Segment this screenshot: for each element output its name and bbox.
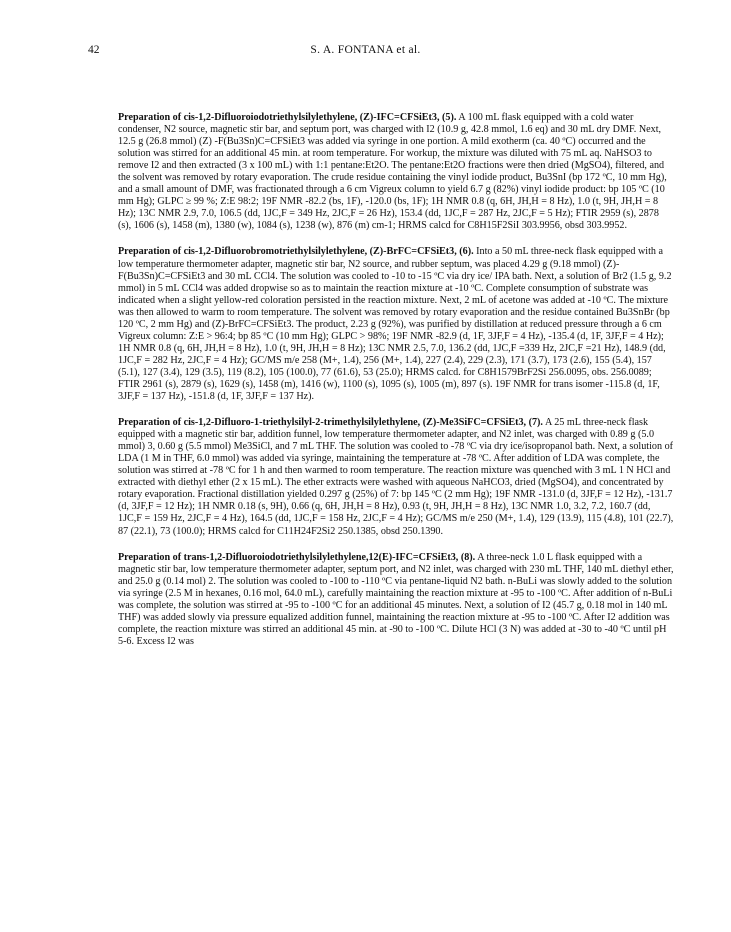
paragraph-prep-5 [118,112,674,232]
page-number: 42 [88,44,100,56]
article-body [118,112,674,662]
running-head: S. A. FONTANA et al. [310,44,421,56]
page-header [88,44,643,60]
paragraph-text: Into a 50 mL three-neck flask equipped with a low temperature thermometer adapter, magnetic stir bar, N2 source, and rubber septum, was placed 4.29 g (9.18 mmol) (Z)-F(Bu3Sn)C=CFSiEt3 and 30 mL CCl4. The solution was cooled to -10 to -15 ºC via dry ice/ IPA bath. Next, a solution of Br2 (1.5 g, 9.2 mmol) in 5 mL CCl4 was added dropwise so as to maintain the reaction mixture at -10 ºC. Complete consumption of substrate was indicated when a slight yellow-red coloration persisted in the reaction mixture. Next, 2 mL of acetone was added at -10 ºC. The mixture was then allowed to warm to room temperature. The solvent was removed by rotary evaporation and the residue contained Bu3SnBr (bp 120 ºC, 2 mm Hg) and (Z)-BrFC=CFSiEt3. The product, 2.23 g (92%), was purified by distillation at reduced pressure through a 6 cm Vigreux column: Z:E > 96:4; bp 85 ºC (10 mm Hg); GLPC > 98%; 19F NMR -82.9 (d, 1F, 3JF,F = 4 Hz), -135.4 (d, 1F, 3JF,F = 4 Hz); 1H NMR 0.8 (q, 6H, JH,H = 8 Hz), 1.0 (t, 9H, JH,H = 8 Hz); 13C NMR 2.5, 7.0, 136.2 (dd, 1JC,F =339 Hz, 2JC,F =21 Hz), 148.9 (dd, 1JC,F = 282 Hz, 2JC,F = 4 Hz); GC/MS m/e 258 (M+, 1.4), 256 (M+, 1.4), 227 (2.4), 229 (2.3), 171 (3.7), 173 (2.6), 155 (5.4), 157 (5.1), 127 (3.4), 129 (3.5), 119 (8.2), 105 (100.0), 77 (61.6), 53 (25.0); HRMS calcd. for C8H1579BrF2Si 256.0095, obs. 256.0089; FTIR 2961 (s), 2879 (s), 1629 (s), 1458 (m), 1416 (w), 1100 (s), 1095 (s), 1005 (m), 897 (s). 19F NMR for trans isomer -115.8 (d, 1F, 3JF,F = 137 Hz), -151.8 (d, 1F, 3JF,F = 137 Hz). [118,246,672,403]
paragraph-heading: Preparation of trans-1,2-Difluoroiodotriethylsilylethylene,12(E)-IFC=CFSiEt3, (8). [118,551,476,563]
paragraph-text: A 25 mL three-neck flask equipped with a magnetic stir bar, addition funnel, low temperature thermometer adapter, and N2 inlet, was charged with 0.89 g (5.0 mmol) 3, 0.60 g (5.5 mmol) Me3SiCl, and 7 mL THF. The solution was cooled to -78 ºC via dry ice/isopropanol bath. Next, a solution of LDA (1 M in THF, 6.0 mmol) was added via syringe, maintaining the temperature at -78 ºC. After addition of LDA was complete, the solution was stirred at -78 ºC for 1 h and then warmed to room temperature. The reaction mixture was quenched with 3 mL 1 N HCl and extracted with diethyl ether (2 x 15 mL). The ether extracts were washed with aqueous NaHCO3, dried (MgSO4), and concentrated by rotary evaporation. Fractional distillation yielded 0.297 g (25%) of 7: bp 145 ºC (2 mm Hg); 19F NMR -131.0 (d, 3JF,F = 12 Hz), -131.7 (d, 3JF,F = 12 Hz); 1H NMR 0.18 (s, 9H), 0.66 (q, 6H, JH,H = 8 Hz), 0.93 (t, 9H, JH,H = 8 Hz), 13C NMR 1.0, 3.2, 7.2, 160.7 (dd, 1JC,F = 159 Hz, 2JC,F = 4 Hz), 164.5 (dd, 1JC,F = 158 Hz, 2JC,F = 4 Hz); GC/MS m/e 250 (M+, 1.4), 129 (13.9), 115 (4.8), 101 (22.7), 87 (22.1), 73 (100.0); HRMS calcd for C11H24F2Si2 250.1385, obsd 250.1390. [118,417,674,537]
paragraph-prep-6 [118,246,674,403]
paragraph-heading: Preparation of cis-1,2-Difluorobromotriethylsilylethylene, (Z)-BrFC=CFSiEt3, (6). [118,246,474,258]
paragraph-prep-8 [118,552,674,648]
paragraph-heading: Preparation of cis-1,2-Difluoro-1-triethylsilyl-2-trimethylsilylethylene, (Z)-Me3SiFC=CFSiEt3, (7). [118,417,543,429]
paragraph-prep-7 [118,417,674,537]
paragraph-text: A 100 mL flask equipped with a cold water condenser, N2 source, magnetic stir bar, and septum port, was charged with I2 (10.9 g, 42.8 mmol, 1.6 eq) and 30 mL dry DMF. Next, 12.5 g (26.8 mmol) (Z) -F(Bu3Sn)C=CFSiEt3 was added via syringe in one portion. A mild exotherm (ca. 40 ºC) occurred and the solution was stirred for an additional 45 min. at room temperature. For workup, the mixture was diluted with 75 mL aq. NaHSO3 to remove I2 and then extracted (3 x 100 mL) with 1:1 pentane:Et2O. The pentane:Et2O fractions were then dried (MgSO4), filtered, and the solvent was removed by rotary evaporation. The crude residue containing the vinyl iodide product, Bu3SnI (bp 172 ºC, 10 mm Hg), and a small amount of DMF, was fractionated through a 6 cm Vigreux column to yield 6.7 g (82%) vinyl iodide product: bp 105 ºC (10 mm Hg); GLPC ≥ 99 %; Z:E 98:2; 19F NMR -82.2 (bs, 1F), -120.0 (bs, 1F); 1H NMR 0.8 (q, 6H, JH,H = 8 Hz), 1.0 (t, 9H, JH,H = 8 Hz); 13C NMR 2.9, 7.0, 106.5 (dd, 1JC,F = 349 Hz, 2JC,F = 26 Hz), 153.4 (dd, 1JC,F = 287 Hz, 2JC,F = 5 Hz); FTIR 2959 (s), 2878 (s), 1606 (s), 1458 (m), 1380 (w), 1084 (s), 1238 (w), 876 (m) cm-1; HRMS calcd for C8H15F2SiI 303.9956, obsd 303.9952. [118,112,667,232]
paragraph-text: A three-neck 1.0 L flask equipped with a magnetic stir bar, low temperature thermometer adapter, septum port, and N2 inlet, was charged with 230 mL THF, 140 mL diethyl ether, and 25.0 g (0.14 mol) 2. The solution was cooled to -100 to -110 ºC via pentane-liquid N2 bath. n-BuLi was slowly added to the solution via syringe (2.5 M in hexanes, 0.16 mol, 64.0 mL), carefully maintaining the reaction mixture at -95 to -100 ºC. After addition of n-BuLi was complete, the solution was stirred at -95 to -100 ºC for an additional 45 minutes. Next, a solution of I2 (45.7 g, 0.18 mol in 140 mL THF) was added slowly via pressure equalized addition funnel, maintaining the reaction mixture at -95 to -100 ºC. After I2 addition was complete, the reaction mixture was stirred an additional 45 min. at -90 to -100 ºC. Dilute HCl (3 N) was added at -30 to -40 ºC until pH 5-6. Excess I2 was [118,551,674,647]
paragraph-heading: Preparation of cis-1,2-Difluoroiodotriethylsilylethylene, (Z)-IFC=CFSiEt3, (5). [118,112,457,123]
